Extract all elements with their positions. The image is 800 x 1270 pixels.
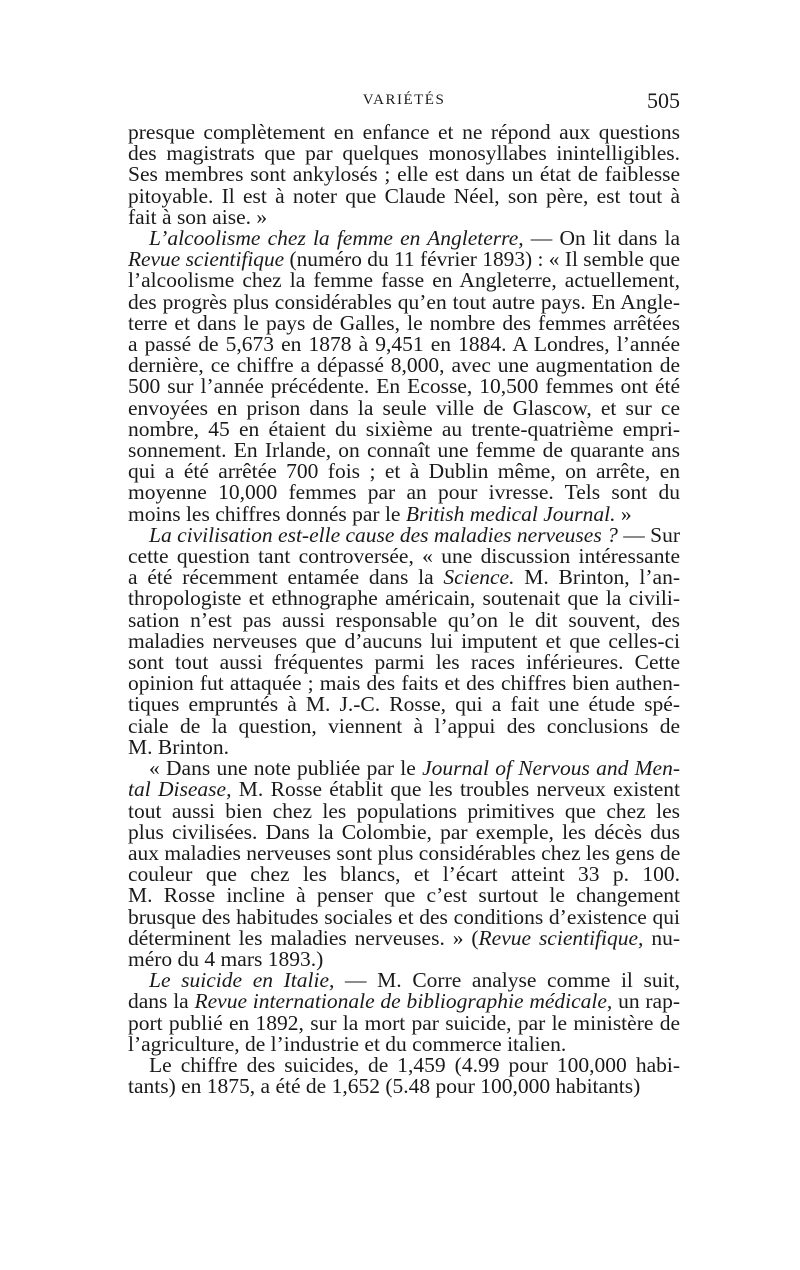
text-line: thropologiste et ethnographe américain, soutenait que la civili- bbox=[128, 586, 680, 611]
running-title: VARIÉTÉS bbox=[362, 92, 446, 108]
text-line: cette question tant controversée, « une discussion intéressante bbox=[128, 544, 680, 569]
text-line: La civilisation est-elle cause des maladies nerveuses ? — Sur bbox=[149, 522, 680, 547]
text-line: dans la Revue internationale de bibliographie médicale, un rap- bbox=[128, 989, 680, 1014]
text-line: a été récemment entamée dans la Science. M. Brinton, l’an- bbox=[128, 565, 680, 590]
text-line: port publié en 1892, sur la mort par suicide, par le ministère de bbox=[128, 1010, 680, 1035]
text-line: brusque des habitudes sociales et des conditions d’existence qui bbox=[128, 904, 680, 929]
text-line: nombre, 45 en étaient du sixième au trente-quatrième empri- bbox=[128, 416, 680, 441]
page-number: 505 bbox=[647, 88, 680, 113]
page-header bbox=[128, 88, 680, 118]
text-line: qui a été arrêtée 700 fois ; et à Dublin même, on arrête, en bbox=[128, 459, 680, 484]
text-line: tants) en 1875, a été de 1,652 (5.48 pour 100,000 habitants) bbox=[128, 1074, 641, 1099]
paragraph-p2 bbox=[128, 228, 680, 525]
text-line: tal Disease, M. Rosse établit que les troubles nerveux existent bbox=[128, 777, 680, 802]
text-line: des magistrats que par quelques monosyllabes inintelligibles. bbox=[128, 141, 680, 166]
text-line: aux maladies nerveuses sont plus considérables chez les gens de bbox=[128, 840, 681, 865]
text-line: méro du 4 mars 1893.) bbox=[128, 946, 324, 971]
text-line: maladies nerveuses que d’aucuns lui imputent et que celles-ci bbox=[128, 628, 680, 653]
text-line: presque complètement en enfance et ne répond aux questions bbox=[128, 120, 680, 144]
text-line: sation n’est pas aussi responsable qu’on le dit souvent, des bbox=[128, 607, 680, 632]
paragraph-p5 bbox=[128, 970, 680, 1055]
text-line: pitoyable. Il est à noter que Claude Néel, son père, est tout à bbox=[128, 183, 680, 208]
text-line: l’alcoolisme chez la femme fasse en Angleterre, actuellement, bbox=[128, 268, 680, 293]
text-line: Revue scientifique (numéro du 11 février 1893) : « Il semble que bbox=[128, 247, 681, 272]
text-line: a passé de 5,673 en 1878 à 9,451 en 1884. A Londres, l’année bbox=[128, 332, 680, 357]
text-line: des progrès plus considérables qu’en tout autre pays. En Angle- bbox=[128, 289, 680, 314]
paragraph-p6 bbox=[128, 1052, 680, 1099]
text-line: « Dans une note publiée par le Journal of Nervous and Men- bbox=[149, 756, 680, 781]
text-line: l’agriculture, de l’industrie et du commerce italien. bbox=[128, 1031, 567, 1056]
paragraph-p1 bbox=[128, 122, 680, 228]
text-line: M. Rosse incline à penser que c’est surtout le changement bbox=[128, 883, 680, 908]
text-line: M. Brinton. bbox=[128, 734, 229, 759]
paragraph-p4 bbox=[128, 758, 680, 970]
body-text bbox=[128, 122, 680, 1097]
text-line: ciale de la question, viennent à l’appui des conclusions de bbox=[128, 713, 680, 738]
text-line: Le suicide en Italie, — M. Corre analyse comme il suit, bbox=[149, 968, 680, 993]
text-line: sonnement. En Irlande, on connaît une femme de quarante ans bbox=[128, 438, 680, 463]
text-line: 500 sur l’année précédente. En Ecosse, 10,500 femmes ont été bbox=[128, 374, 680, 399]
paragraph-p3 bbox=[128, 522, 680, 759]
text-line: Le chiffre des suicides, de 1,459 (4.99 pour 100,000 habi- bbox=[149, 1052, 680, 1077]
text-line: tout aussi bien chez les populations primitives que chez les bbox=[128, 798, 680, 823]
text-line: moyenne 10,000 femmes par an pour ivresse. Tels sont du bbox=[128, 480, 680, 505]
text-line: couleur que chez les blancs, et l’écart atteint 33 p. 100. bbox=[128, 862, 680, 887]
text-line: envoyées en prison dans la seule ville de Glascow, et sur ce bbox=[128, 395, 680, 420]
text-line: L’alcoolisme chez la femme en Angleterre, — On lit dans la bbox=[149, 226, 680, 251]
text-line: moins les chiffres donnés par le British medical Journal. » bbox=[128, 501, 632, 526]
text-line: sont tout aussi fréquentes parmi les races inférieures. Cette bbox=[128, 650, 680, 675]
text-line: déterminent les maladies nerveuses. » (Revue scientifique, nu- bbox=[128, 925, 680, 950]
text-line: fait à son aise. » bbox=[128, 204, 268, 229]
text-line: tiques empruntés à M. J.-C. Rosse, qui a fait une étude spé- bbox=[128, 692, 680, 717]
text-line: Ses membres sont ankylosés ; elle est dans un état de faiblesse bbox=[128, 162, 680, 187]
text-line: plus civilisées. Dans la Colombie, par exemple, les décès dus bbox=[128, 819, 680, 844]
text-line: opinion fut attaquée ; mais des faits et des chiffres bien authen- bbox=[128, 671, 680, 696]
text-line: dernière, ce chiffre a dépassé 8,000, avec une augmentation de bbox=[128, 353, 680, 378]
text-line: terre et dans le pays de Galles, le nombre des femmes arrêtées bbox=[128, 310, 680, 335]
